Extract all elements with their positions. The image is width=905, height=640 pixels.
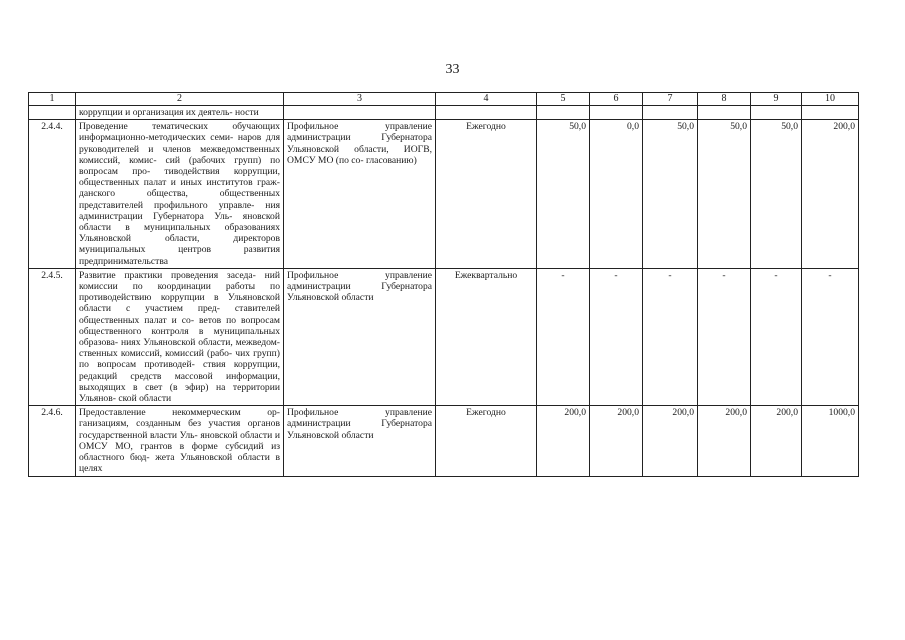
- row-number-cell: 2.4.4.: [29, 120, 76, 269]
- description-cell: Проведение тематических обучающих информационно-методических семи- наров для руководителей и членов межведомственных комиссий, комис- сий (рабочих групп) по вопросам про- тиводействия коррупции, общественных палат и иных институтов граж- данского общества, общественных представителей профильного управле- ния администрации Губернатора Уль- яновской области в муниципальных образованиях Ульяновской области, директоров муниципальных центров развития предпринимательства: [76, 120, 284, 269]
- responsible-cell: Профильное управление администрации Губернатора Ульяновской области: [284, 268, 436, 405]
- value-cell: 200,0: [802, 120, 859, 269]
- period-cell: Ежеквартально: [436, 268, 537, 405]
- value-cell: 0,0: [590, 120, 643, 269]
- continuation-row: [29, 106, 859, 120]
- responsible-cell: Профильное управление администрации Губернатора Ульяновской области: [284, 406, 436, 476]
- value-cell: -: [537, 268, 590, 405]
- value-cell: -: [751, 268, 802, 405]
- value-cell: 1000,0: [802, 406, 859, 476]
- header-cell: 2: [76, 93, 284, 106]
- row-number-cell: [29, 106, 76, 120]
- header-cell: 8: [698, 93, 751, 106]
- value-cell: [751, 106, 802, 120]
- period-cell: Ежегодно: [436, 120, 537, 269]
- header-cell: 5: [537, 93, 590, 106]
- value-cell: 200,0: [643, 406, 698, 476]
- value-cell: 200,0: [751, 406, 802, 476]
- value-cell: -: [802, 268, 859, 405]
- row-number-cell: 2.4.5.: [29, 268, 76, 405]
- responsible-cell: [284, 106, 436, 120]
- header-cell: 4: [436, 93, 537, 106]
- header-cell: 3: [284, 93, 436, 106]
- page-number: 33: [445, 62, 460, 77]
- value-cell: 50,0: [751, 120, 802, 269]
- value-cell: [802, 106, 859, 120]
- value-cell: -: [643, 268, 698, 405]
- value-cell: 200,0: [698, 406, 751, 476]
- value-cell: 50,0: [643, 120, 698, 269]
- value-cell: [643, 106, 698, 120]
- row-number-cell: 2.4.6.: [29, 406, 76, 476]
- description-cell: Предоставление некоммерческим ор- ганизациям, созданным без участия органов государственной власти Уль- яновской области и ОМСУ МО, грантов в форме субсидий из областного бюд- жета Ульяновской области в целях: [76, 406, 284, 476]
- value-cell: 200,0: [537, 406, 590, 476]
- value-cell: 50,0: [698, 120, 751, 269]
- table-row: [29, 406, 859, 476]
- header-row: [29, 93, 859, 106]
- description-cell: Развитие практики проведения заседа- ний комиссии по координации работы по противодействию коррупции в Ульяновской области с участием пред- ставителей общественных палат и со- ветов по вопросам общественного контроля в муниципальных образова- ниях Ульяновской области, межведом- ственных комиссий, комиссий (рабо- чих групп) по вопросам противодей- ствия коррупции, редакций средств массовой информации, выходящих в свет (в эфир) на территории Ульянов- ской области: [76, 268, 284, 405]
- table-row: [29, 268, 859, 405]
- value-cell: [590, 106, 643, 120]
- value-cell: 200,0: [590, 406, 643, 476]
- header-cell: 10: [802, 93, 859, 106]
- value-cell: -: [698, 268, 751, 405]
- description-cell: коррупции и организация их деятель- ности: [76, 106, 284, 120]
- header-cell: 7: [643, 93, 698, 106]
- period-cell: [436, 106, 537, 120]
- value-cell: [698, 106, 751, 120]
- header-cell: 9: [751, 93, 802, 106]
- header-cell: 1: [29, 93, 76, 106]
- program-measures-table: [28, 92, 859, 477]
- value-cell: -: [590, 268, 643, 405]
- header-cell: 6: [590, 93, 643, 106]
- period-cell: Ежегодно: [436, 406, 537, 476]
- table-row: [29, 120, 859, 269]
- value-cell: [537, 106, 590, 120]
- value-cell: 50,0: [537, 120, 590, 269]
- responsible-cell: Профильное управление администрации Губернатора Ульяновской области, ИОГВ, ОМСУ МО (по со- гласованию): [284, 120, 436, 269]
